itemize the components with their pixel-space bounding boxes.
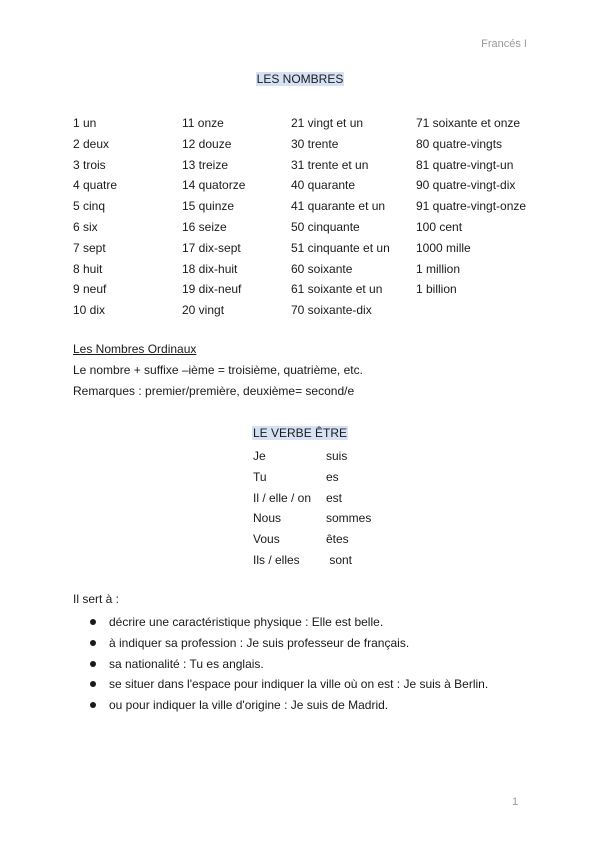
number-entry: 4 quatre [73, 178, 118, 193]
list-item-text: à indiquer sa profession : Je suis professeur de français. [109, 635, 410, 650]
pronoun: Il / elle / on [253, 490, 312, 505]
number-entry: 14 quatorze [182, 178, 246, 193]
number-entry: 1 million [416, 261, 461, 276]
pronoun: Tu [253, 469, 267, 484]
number-entry: 81 quatre-vingt-un [416, 157, 514, 172]
number-entry: 21 vingt et un [291, 116, 364, 130]
number-entry: 15 quinze [182, 199, 235, 214]
number-entry: 11 onze [182, 116, 224, 130]
pronoun: Ils / elles [253, 552, 300, 567]
number-entry: 8 huit [73, 261, 103, 276]
number-entry: 2 deux [73, 136, 110, 151]
number-entry: 17 dix-sept [182, 240, 241, 255]
pronoun: Nous [253, 511, 282, 526]
usage-list [90, 612, 488, 716]
number-entry: 80 quatre-vingts [416, 136, 503, 151]
number-entry: 50 cinquante [291, 219, 360, 234]
verb-form: est [326, 490, 343, 505]
number-entry: 1000 mille [416, 240, 471, 255]
list-item [90, 633, 488, 654]
number-entry: 13 treize [182, 157, 229, 172]
number-entry: 90 quatre-vingt-dix [416, 178, 516, 193]
number-entry: 12 douze [182, 136, 232, 151]
verb-title-text: LE VERBE ÊTRE [253, 426, 348, 440]
page-number: 1 [512, 796, 519, 808]
numbers-title-text: LES NOMBRES [256, 72, 344, 86]
number-entry: 19 dix-neuf [182, 282, 242, 297]
numbers-title [0, 72, 600, 86]
verb-conjugation-table [253, 446, 453, 571]
conjugation-row [253, 508, 453, 529]
number-entry: 30 trente [291, 136, 339, 151]
verb-form: êtes [326, 532, 349, 547]
usage-intro: Il sert à : [73, 592, 120, 606]
number-entry: 16 seize [182, 219, 227, 234]
conjugation-row [253, 529, 453, 550]
number-entry: 5 cinq [73, 199, 106, 214]
list-item-text: décrire une caractéristique physique : Elle est belle. [109, 615, 384, 629]
bullet-icon [90, 640, 96, 646]
number-entry: 6 six [73, 219, 98, 234]
list-item-text: ou pour indiquer la ville d'origine : Je suis de Madrid. [109, 698, 389, 713]
number-entry: 31 trente et un [291, 157, 369, 172]
list-item [90, 612, 488, 633]
number-entry: 10 dix [73, 303, 106, 318]
verb-form: es [326, 469, 339, 484]
numbers-column-1 [73, 113, 117, 321]
header-course-name: Francés I [481, 38, 527, 50]
list-item [90, 695, 488, 716]
number-entry: 91 quatre-vingt-onze [416, 199, 527, 214]
list-item [90, 674, 488, 695]
ordinals-remarks: Remarques : premier/première, deuxième= second/e [73, 384, 355, 398]
number-entry: 1 un [73, 116, 97, 130]
conjugation-row [253, 446, 453, 467]
number-entry: 9 neuf [73, 282, 107, 297]
bullet-icon [90, 619, 96, 625]
verb-form: sont [326, 552, 353, 567]
number-entry: 20 vingt [182, 303, 225, 318]
pronoun: Je [253, 449, 266, 463]
number-entry: 70 soixante-dix [291, 303, 372, 318]
bullet-icon [90, 681, 96, 687]
list-item-text: sa nationalité : Tu es anglais. [109, 656, 264, 671]
number-entry: 41 quarante et un [291, 199, 386, 214]
number-entry: 3 trois [73, 157, 106, 172]
number-entry: 51 cinquante et un [291, 240, 390, 255]
number-entry: 1 billion [416, 282, 457, 297]
numbers-column-2 [182, 113, 245, 321]
number-entry: 40 quarante [291, 178, 356, 193]
number-entry: 100 cent [416, 219, 463, 234]
list-item [90, 654, 488, 675]
verb-form: suis [326, 449, 348, 463]
numbers-column-3 [291, 113, 390, 321]
conjugation-row [253, 488, 453, 509]
number-entry: 18 dix-huit [182, 261, 238, 276]
number-entry: 60 soixante [291, 261, 353, 276]
bullet-icon [90, 661, 96, 667]
ordinals-rule: Le nombre + suffixe –ième = troisième, quatrième, etc. [73, 363, 363, 377]
number-entry: 71 soixante et onze [416, 116, 521, 130]
conjugation-row [253, 467, 453, 488]
conjugation-row [253, 550, 453, 571]
pronoun: Vous [253, 532, 280, 547]
bullet-icon [90, 702, 96, 708]
numbers-column-4 [416, 113, 526, 300]
number-entry: 7 sept [73, 240, 106, 255]
list-item-text: se situer dans l'espace pour indiquer la ville où on est : Je suis à Berlin. [109, 677, 489, 692]
verb-title [252, 426, 348, 440]
verb-form: sommes [326, 511, 372, 526]
number-entry: 61 soixante et un [291, 282, 383, 297]
ordinals-title: Les Nombres Ordinaux [73, 342, 197, 356]
